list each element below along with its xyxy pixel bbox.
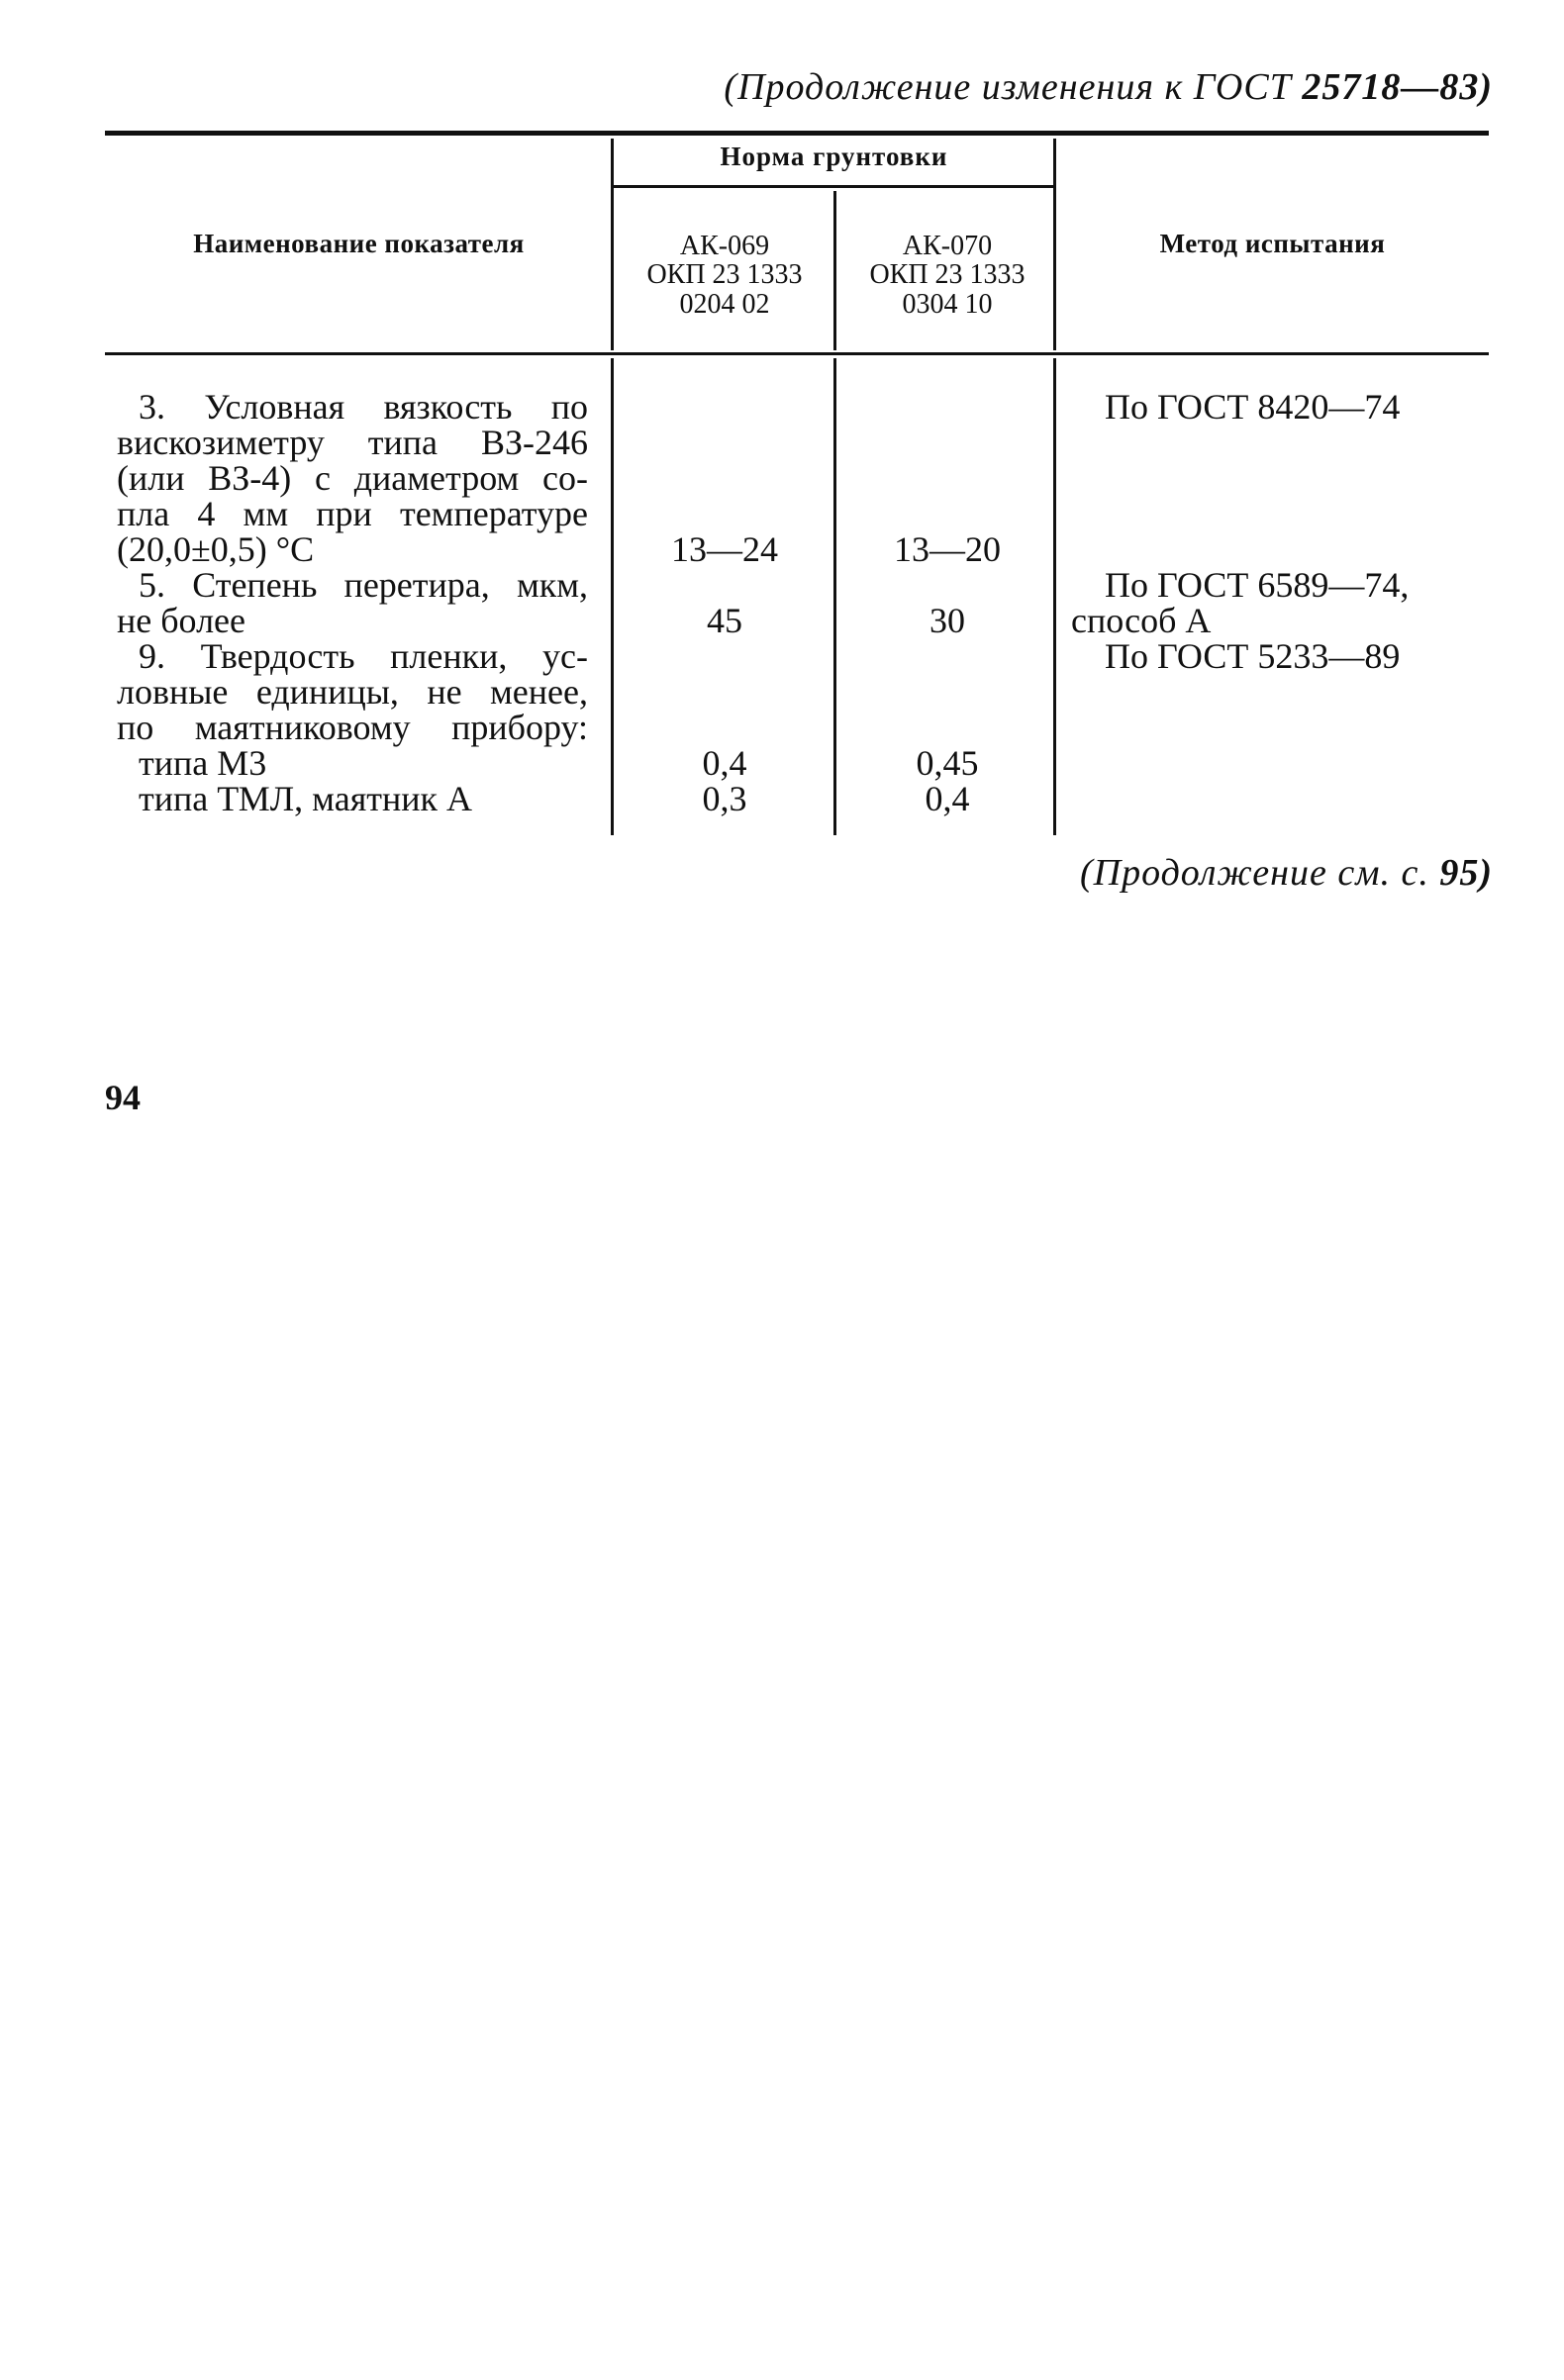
table-header-rule: [105, 352, 1489, 355]
table-cell: пла 4 мм при температуре: [117, 494, 588, 533]
column-header-ak069: [614, 232, 835, 319]
norma-header-underline: [614, 185, 1054, 188]
continuation-note: [1080, 851, 1493, 895]
row-viscosity-description: [117, 389, 588, 567]
column-header-indicator: Наименование показателя: [193, 229, 525, 258]
row-hardness-description: [117, 638, 588, 745]
table-top-rule: [105, 131, 1489, 136]
table-cell: вискозиметру типа ВЗ-246: [117, 423, 588, 462]
table-cell: По ГОСТ 6589—74,: [1105, 565, 1410, 605]
running-header-note: [724, 65, 1493, 109]
row-grind-ak070: 30: [929, 601, 965, 640]
table-cell: не более: [117, 601, 246, 640]
ak069-name: АК-069: [679, 231, 770, 261]
continuation-text: (Продолжение см. с.: [1079, 852, 1440, 894]
table-cell: (20,0±0,5) °С: [117, 529, 315, 569]
row-viscosity-ak070: 13—20: [894, 529, 1001, 569]
row-grind-ak069: 45: [707, 601, 742, 640]
table-cell: 9. Твердость пленки, ус-: [139, 636, 588, 676]
row-viscosity-ak069: 13—24: [671, 529, 778, 569]
table-cell: способ А: [1071, 601, 1212, 640]
continuation-page: 95: [1439, 852, 1480, 894]
row-hardness-tml-ak070: 0,4: [925, 779, 970, 818]
table-cell: типа ТМЛ, маятник А: [139, 779, 473, 818]
table-cell: 5. Степень перетира, мкм,: [139, 565, 588, 605]
table-cell: по маятниковому прибору:: [117, 708, 588, 747]
ak070-okp: ОКП 23 1333: [869, 259, 1026, 291]
table-cell: 3. Условная вязкость по: [139, 387, 588, 427]
header-note-text: Продолжение изменения к ГОСТ: [737, 66, 1303, 108]
header-note-close: ): [1479, 66, 1493, 108]
row-hardness-tml-ak069: 0,3: [702, 779, 747, 818]
header-note-standard: 25718—83: [1302, 66, 1480, 108]
column-header-method: Метод испытания: [1159, 229, 1386, 258]
ak070-code: 0304 10: [902, 288, 993, 320]
row-hardness-m3-description: [117, 745, 588, 781]
continuation-close: ): [1479, 852, 1493, 894]
row-grind-description: [117, 567, 588, 638]
row-hardness-m3-ak070: 0,45: [916, 743, 979, 783]
table-cell: По ГОСТ 8420—74: [1105, 387, 1401, 427]
row-hardness-tml-description: [117, 781, 588, 816]
row-hardness-method: [1071, 638, 1487, 674]
table-cell: (или ВЗ-4) с диаметром со-: [117, 458, 588, 498]
table-cell: типа М3: [139, 743, 267, 783]
table-cell: По ГОСТ 5233—89: [1105, 636, 1401, 676]
header-note-open: (: [724, 66, 738, 108]
table-cell: ловные единицы, не менее,: [117, 672, 588, 712]
ak069-code: 0204 02: [679, 288, 770, 320]
column-header-ak070: [836, 232, 1058, 319]
page-number: 94: [105, 1078, 141, 1117]
ak069-okp: ОКП 23 1333: [646, 259, 803, 291]
row-viscosity-method: [1071, 389, 1487, 425]
row-hardness-m3-ak069: 0,4: [702, 743, 747, 783]
column-header-norma: Норма грунтовки: [720, 142, 948, 171]
ak070-name: АК-070: [902, 231, 993, 261]
row-grind-method: [1071, 567, 1487, 638]
